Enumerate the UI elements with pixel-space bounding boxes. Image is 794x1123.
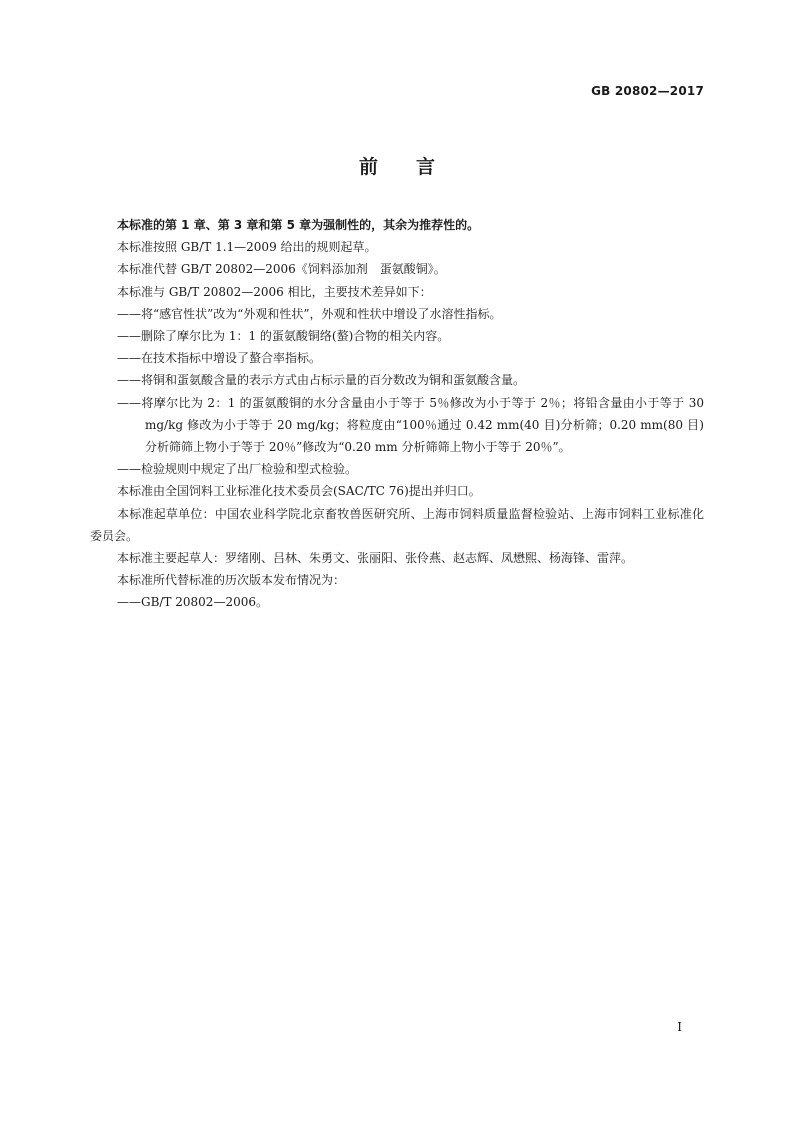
drafters-statement: 本标准主要起草人：罗绪刚、吕林、朱勇文、张丽阳、张伶燕、赵志辉、凤懋熙、杨海锋、雷萍。 <box>117 551 634 566</box>
replacement-statement: 本标准代替 GB/T 20802—2006《饲料添加剂 蛋氨酸铜》。 <box>117 262 446 277</box>
standard-code: GB 20802—2017 <box>591 84 704 98</box>
differences-intro: 本标准与 GB/T 20802—2006 相比，主要技术差异如下： <box>117 284 432 299</box>
change-item: ——将摩尔比为 2：1 的蛋氨酸铜的水分含量由小于等于 5％修改为小于等于 2％；将铅含量由小于等于 30 mg/kg 修改为小于等于 20 mg/kg；将粒度由“100％通过 0.42 mm(40 目)分析筛；0.20 mm(80 目)分析筛筛上物小于等于 20％”修改为“0.20 mm 分析筛筛上物小于等于 20％”。 <box>117 395 704 455</box>
change-item: ——将铜和蛋氨酸含量的表示方式由占标示量的百分数改为铜和蛋氨酸含量。 <box>117 373 526 388</box>
drafting-units-statement: 本标准起草单位：中国农业科学院北京畜牧兽医研究所、上海市饲料质量监督检验站、上海市饲料工业标准化委员会。 <box>90 506 704 543</box>
history-intro: 本标准所代替标准的历次版本发布情况为： <box>117 573 346 588</box>
document-body <box>90 214 704 614</box>
title-part-2: 言 <box>416 156 436 178</box>
page-number: I <box>677 1020 682 1034</box>
change-item: ——将“感官性状”改为“外观和性状”，外观和性状中增设了水溶性指标。 <box>117 306 502 321</box>
change-item: ——在技术指标中增设了螯合率指标。 <box>117 351 322 366</box>
change-item: ——检验规则中规定了出厂检验和型式检验。 <box>117 462 358 477</box>
proposal-statement: 本标准由全国饲料工业标准化技术委员会(SAC/TC 76)提出并归口。 <box>117 484 481 499</box>
change-item: ——删除了摩尔比为 1：1 的蛋氨酸铜络(螯)合物的相关内容。 <box>117 329 450 344</box>
mandatory-clause-statement: 本标准的第 1 章、第 3 章和第 5 章为强制性的，其余为推荐性的。 <box>117 218 480 232</box>
page-title <box>0 152 794 179</box>
history-item: ——GB/T 20802—2006。 <box>117 595 268 610</box>
title-part-1: 前 <box>358 156 378 178</box>
drafting-rules-statement: 本标准按照 GB/T 1.1—2009 给出的规则起草。 <box>117 240 377 255</box>
